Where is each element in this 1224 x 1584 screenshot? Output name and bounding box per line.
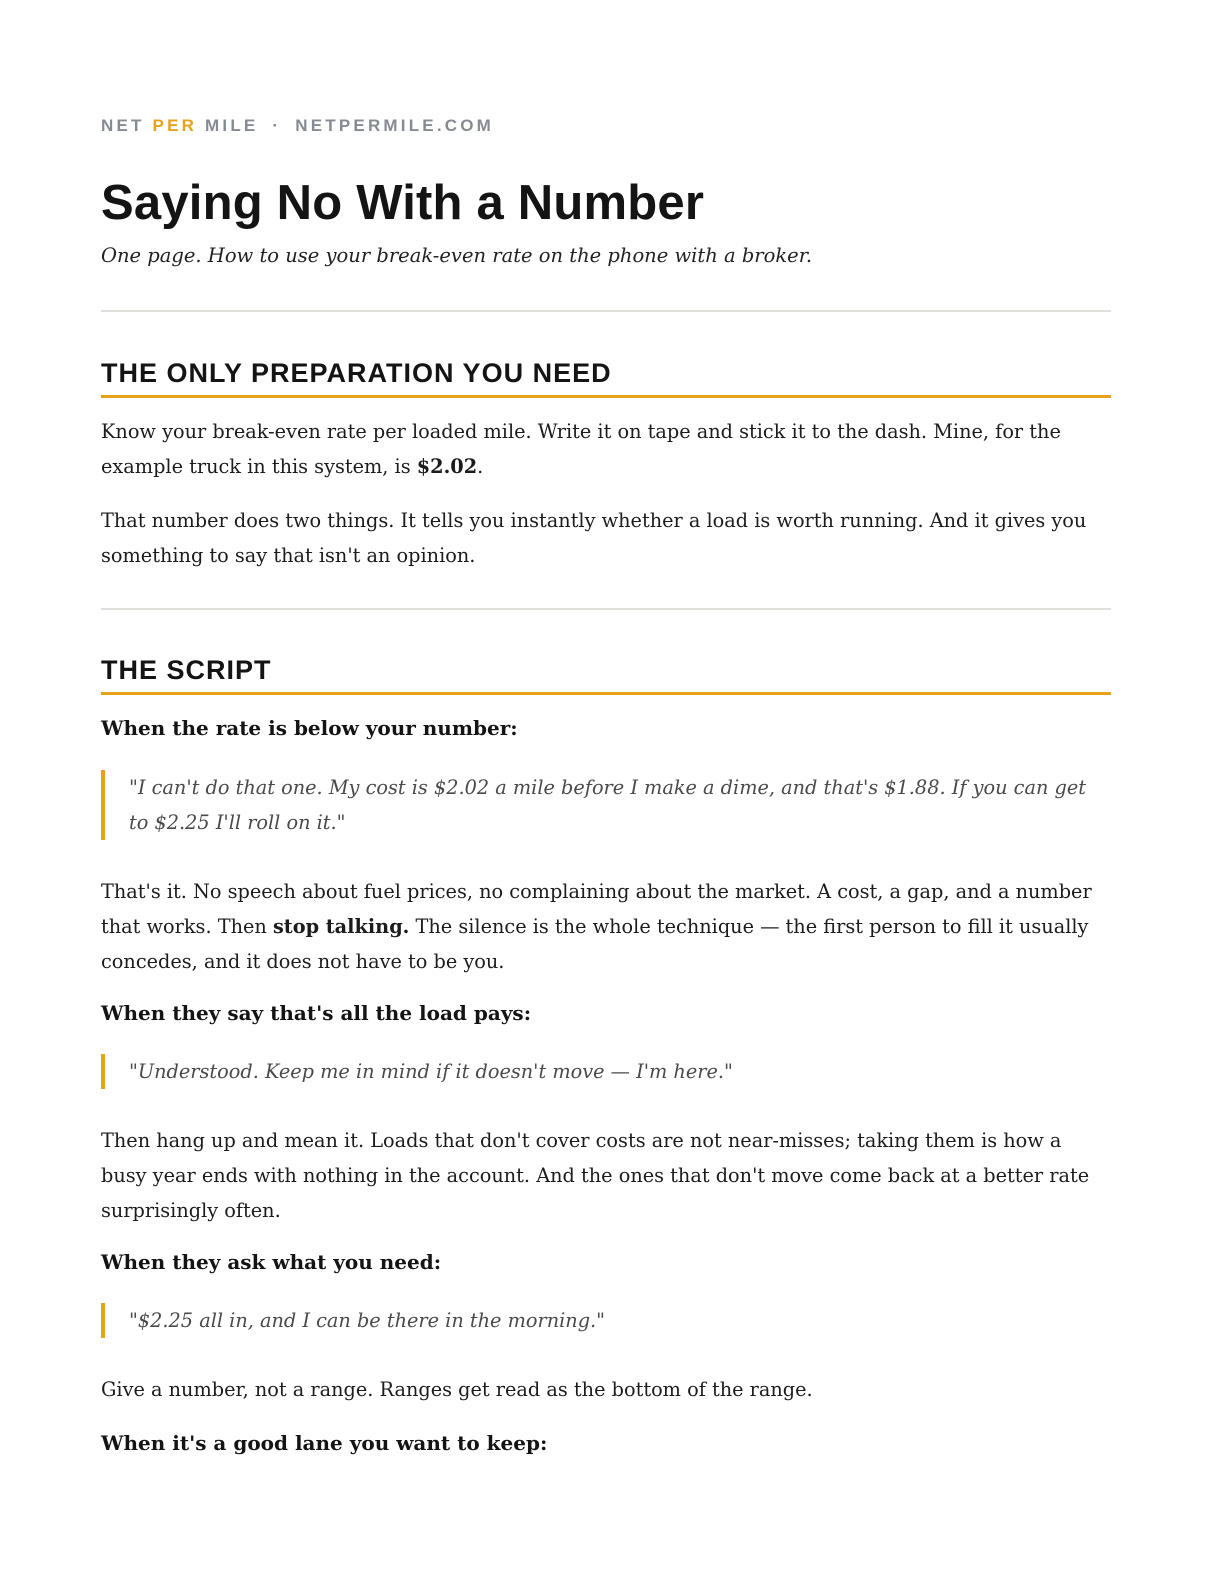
brand-header [101, 116, 494, 136]
prep-paragraph-2: That number does two things. It tells you instantly whether a load is worth running. And it gives you something to say that isn't an opinion. [101, 509, 1087, 567]
script-paragraph-hang-up: Then hang up and mean it. Loads that don't cover costs are not near-misses; taking them is how a busy year ends with nothing in the account. And the ones that don't move come back at a better rate surprisingly often. [101, 1129, 1090, 1222]
script-quote-what-you-need: "$2.25 all in, and I can be there in the morning." [101, 1303, 1109, 1338]
case-lead-all-load-pays: When they say that's all the load pays: [101, 1001, 532, 1025]
section-heading-preparation: THE ONLY PREPARATION YOU NEED [101, 357, 1111, 398]
script-quote-below-number: "I can't do that one. My cost is $2.02 a mile before I make a dime, and that's $1.88. If you can get to $2.25 I'll roll on it." [101, 770, 1109, 840]
section-heading-script: THE SCRIPT [101, 654, 1111, 695]
break-even-value: $2.02 [416, 455, 478, 478]
script-quote-all-load-pays: "Understood. Keep me in mind if it doesn't move — I'm here." [101, 1054, 1109, 1089]
brand-word-net: NET [101, 116, 145, 135]
page-subtitle: One page. How to use your break-even rate on the phone with a broker. [101, 244, 813, 267]
brand-separator: · [272, 116, 282, 135]
brand-site: NETPERMILE.COM [295, 116, 495, 135]
script-paragraph-stop-talking: That's it. No speech about fuel prices, no complaining about the market. A cost, a gap, and a number that works. Then stop talking. The silence is the whole technique — the first person to fill it usually concedes, and it does not have to be you. [101, 880, 1092, 973]
script-paragraph-number-not-range: Give a number, not a range. Ranges get read as the bottom of the range. [101, 1378, 813, 1401]
divider [101, 310, 1111, 312]
case-lead-good-lane: When it's a good lane you want to keep: [101, 1431, 548, 1455]
case-lead-what-you-need: When they ask what you need: [101, 1250, 442, 1274]
divider [101, 608, 1111, 610]
page-title: Saying No With a Number [101, 176, 705, 230]
brand-word-per: PER [152, 116, 198, 135]
brand-word-mile: MILE [205, 116, 259, 135]
emphasis-stop-talking: stop talking. [272, 915, 410, 938]
prep-paragraph-1: Know your break-even rate per loaded mile. Write it on tape and stick it to the dash. Mine, for the example truck in this system, is $2.02. [101, 420, 1061, 478]
case-lead-below-number: When the rate is below your number: [101, 716, 518, 740]
